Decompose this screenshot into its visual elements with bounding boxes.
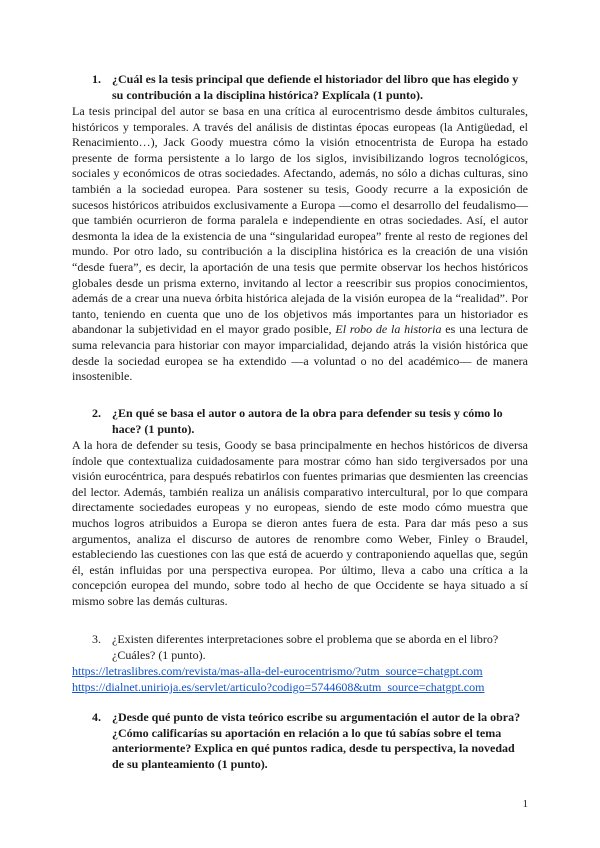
reference-link-dialnet[interactable]: https://dialnet.unirioja.es/servlet/articulo?codigo=5744608&utm_source=chatgpt.com — [72, 679, 485, 694]
question-3 — [72, 632, 528, 664]
question-2-number: 2. — [92, 406, 101, 420]
question-1 — [72, 72, 528, 104]
question-1-text: ¿Cuál es la tesis principal que defiende el historiador del libro que has elegido y su contribución a la disciplina histórica? Explícala (1 punto). — [112, 72, 519, 102]
question-3-number: 3. — [92, 632, 101, 646]
question-3-text: ¿Existen diferentes interpretaciones sobre el problema que se aborda en el libro? ¿Cuáles? (1 punto). — [112, 632, 499, 662]
question-1-number: 1. — [92, 72, 101, 86]
reference-link-letraslibres[interactable]: https://letraslibres.com/revista/mas-alla-del-eurocentrismo/?utm_source=chatgpt.com — [72, 664, 483, 678]
answer-2: A la hora de defender su tesis, Goody se basa principalmente en hechos históricos de diversa índole que contextualiza cuidadosamente para mostrar cómo han sido tergiversados por una visión eurocéntrica, para después rebatirlos con fuentes primarias que desmienten las creencias del lector. Además, también realiza un análisis comparativo intercultural, por lo que compara directamente sociedades europeas y no europeas, siendo de este modo cómo muestra que muchos logros atribuidos a Europa se dieron antes fuera de esta. Para dar más peso a sus argumentos, analiza el discurso de autores de renombre como Weber, Finley o Braudel, estableciendo las cuestiones con las que está de acuerdo y contraponiendo aquellas que, según él, están influidas por una perspectiva europea. Por último, lleva a cabo una crítica a la concepción europea del mundo, sobre todo al hecho de que Occidente se haya situado a sí mismo sobre las demás culturas. — [72, 438, 528, 608]
question-2 — [72, 406, 528, 438]
page-number: 1 — [522, 798, 528, 810]
reference-links — [72, 664, 528, 695]
question-2-text: ¿En qué se basa el autor o autora de la obra para defender su tesis y cómo lo hace? (1 punto). — [112, 406, 503, 436]
question-4-number: 4. — [92, 710, 101, 724]
answer-1 — [72, 104, 528, 385]
question-4-text: ¿Desde qué punto de vista teórico escribe su argumentación el autor de la obra? ¿Cómo calificarías su aportación en relación a lo que tú sabías sobre el tema anteriormente? Explica en qué puntos radica, desde tu perspectiva, la novedad de su planteamiento (1 punto). — [112, 710, 521, 771]
answer-1-text-end: es una lectura de suma relevancia para historiar con mayor imparcialidad, dejando atrás la visión histórica que desde la sociedad europea se ha extendido —a voluntad o no del académico— de manera insostenible. — [72, 322, 529, 384]
book-title: El robo de la historia — [335, 322, 442, 337]
answer-1-text-start: La tesis principal del autor se basa en una crítica al eurocentrismo desde ámbitos culturales, históricos y temporales. A través del análisis de distintas épocas europeas (la Antigüedad, el Renacimiento…), Jack Goody muestra cómo la visión etnocentrista de Europa ha estado presente de forma persistente a lo largo de los siglos, invisibilizando logros tecnológicos, sociales y económicos de otras sociedades. Afectando, además, no sólo a dichas culturas, sino también a la sociedad europea. Para sostener su tesis, Goody recurre a la exposición de sucesos históricos atribuidos exclusivamente a Europa —como el desarrollo del feudalismo— que también ocurrieron de forma paralela e independiente en otras sociedades. Así, el autor desmonta la idea de la existencia de una “singularidad europea” frente al resto de regiones del mundo. Por otro lado, su contribución a la disciplina histórica es la creación de una visión “desde fuera”, es decir, la aportación de una tesis que permite observar los hechos históricos globales desde un prisma externo, invitando al lector a reescribir sus propios conocimientos, además de a crear una nueva órbita histórica alejada de la visión europea de la “realidad”. Por tanto, teniendo en cuenta que uno de los objetivos más importantes para un historiador es abandonar la subjetividad en el mayor grado posible, — [72, 104, 528, 337]
question-4 — [72, 710, 528, 774]
